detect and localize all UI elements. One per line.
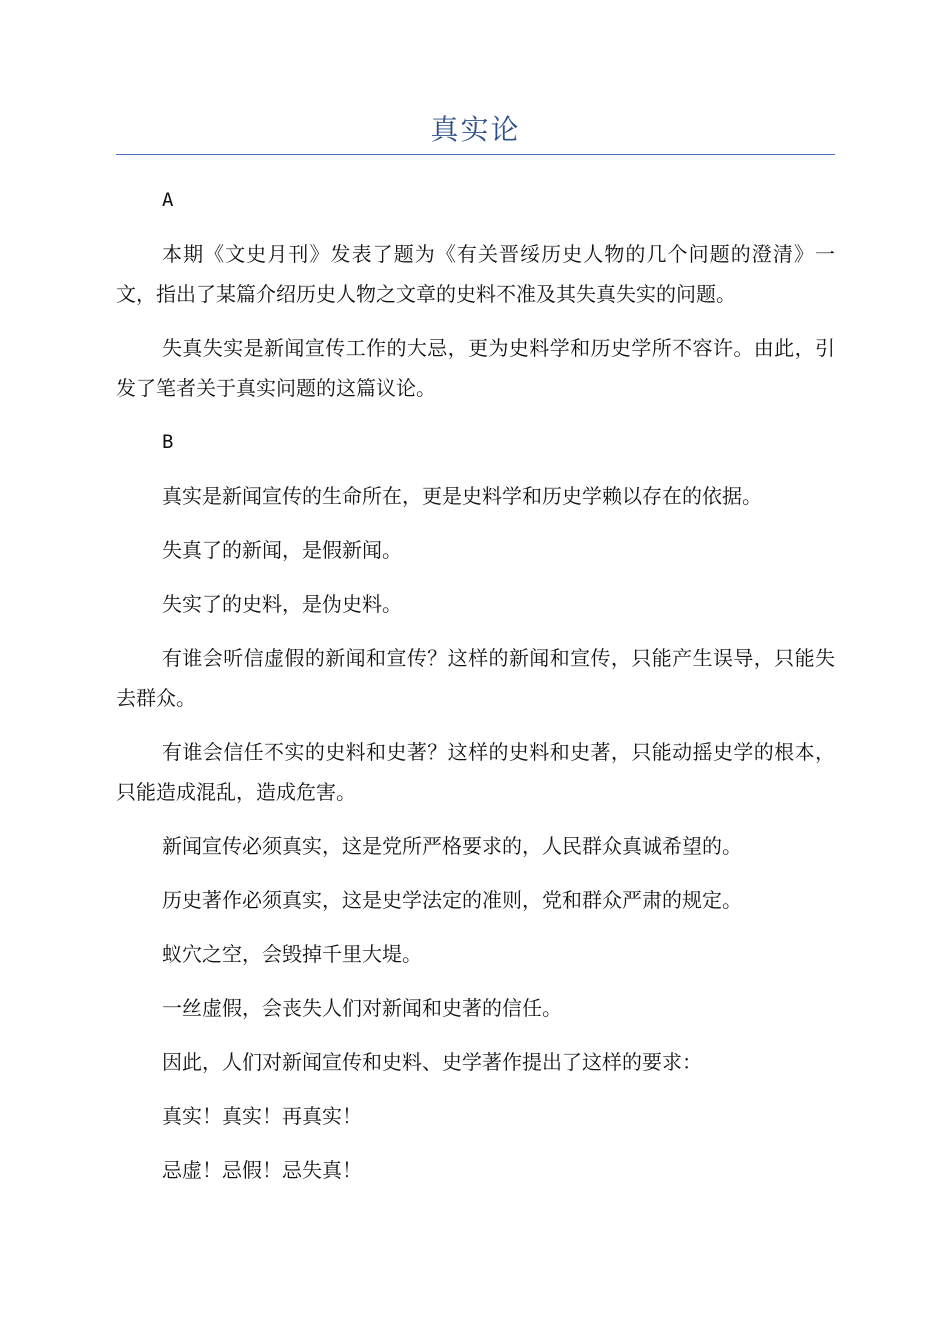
paragraph: 本期《文史月刊》发表了题为《有关晋绥历史人物的几个问题的澄清》一文，指出了某篇介绍历史人物之文章的史料不准及其失真失实的问题。 — [116, 242, 835, 306]
paragraph: 一丝虚假，会丧失人们对新闻和史著的信任。 — [162, 996, 562, 1020]
paragraph: 新闻宣传必须真实，这是党所严格要求的，人民群众真诚希望的。 — [162, 834, 742, 858]
paragraph: 蚁穴之空，会毁掉千里大堤。 — [162, 942, 422, 966]
title-underline — [116, 154, 835, 155]
paragraph: 真实！真实！再真实！ — [162, 1104, 362, 1128]
section-marker-b: B — [162, 431, 174, 453]
paragraph: 失实了的史料，是伪史料。 — [162, 592, 402, 616]
paragraph: 有谁会信任不实的史料和史著？这样的史料和史著，只能动摇史学的根本，只能造成混乱，造成危害。 — [116, 740, 835, 804]
paragraph: 失真了的新闻，是假新闻。 — [162, 538, 402, 562]
paragraph: 历史著作必须真实，这是史学法定的准则，党和群众严肃的规定。 — [162, 888, 742, 912]
paragraph: 真实是新闻宣传的生命所在，更是史料学和历史学赖以存在的依据。 — [162, 484, 762, 508]
section-marker-a: A — [162, 189, 174, 211]
paragraph: 忌虚！忌假！忌失真！ — [162, 1158, 362, 1182]
paragraph: 有谁会听信虚假的新闻和宣传？这样的新闻和宣传，只能产生误导，只能失去群众。 — [116, 646, 835, 710]
paragraph: 因此，人们对新闻宣传和史料、史学著作提出了这样的要求： — [162, 1050, 702, 1074]
paragraph: 失真失实是新闻宣传工作的大忌，更为史料学和历史学所不容许。由此，引发了笔者关于真实问题的这篇议论。 — [116, 336, 835, 400]
document-body — [116, 180, 835, 1204]
document-title: 真实论 — [430, 113, 521, 146]
